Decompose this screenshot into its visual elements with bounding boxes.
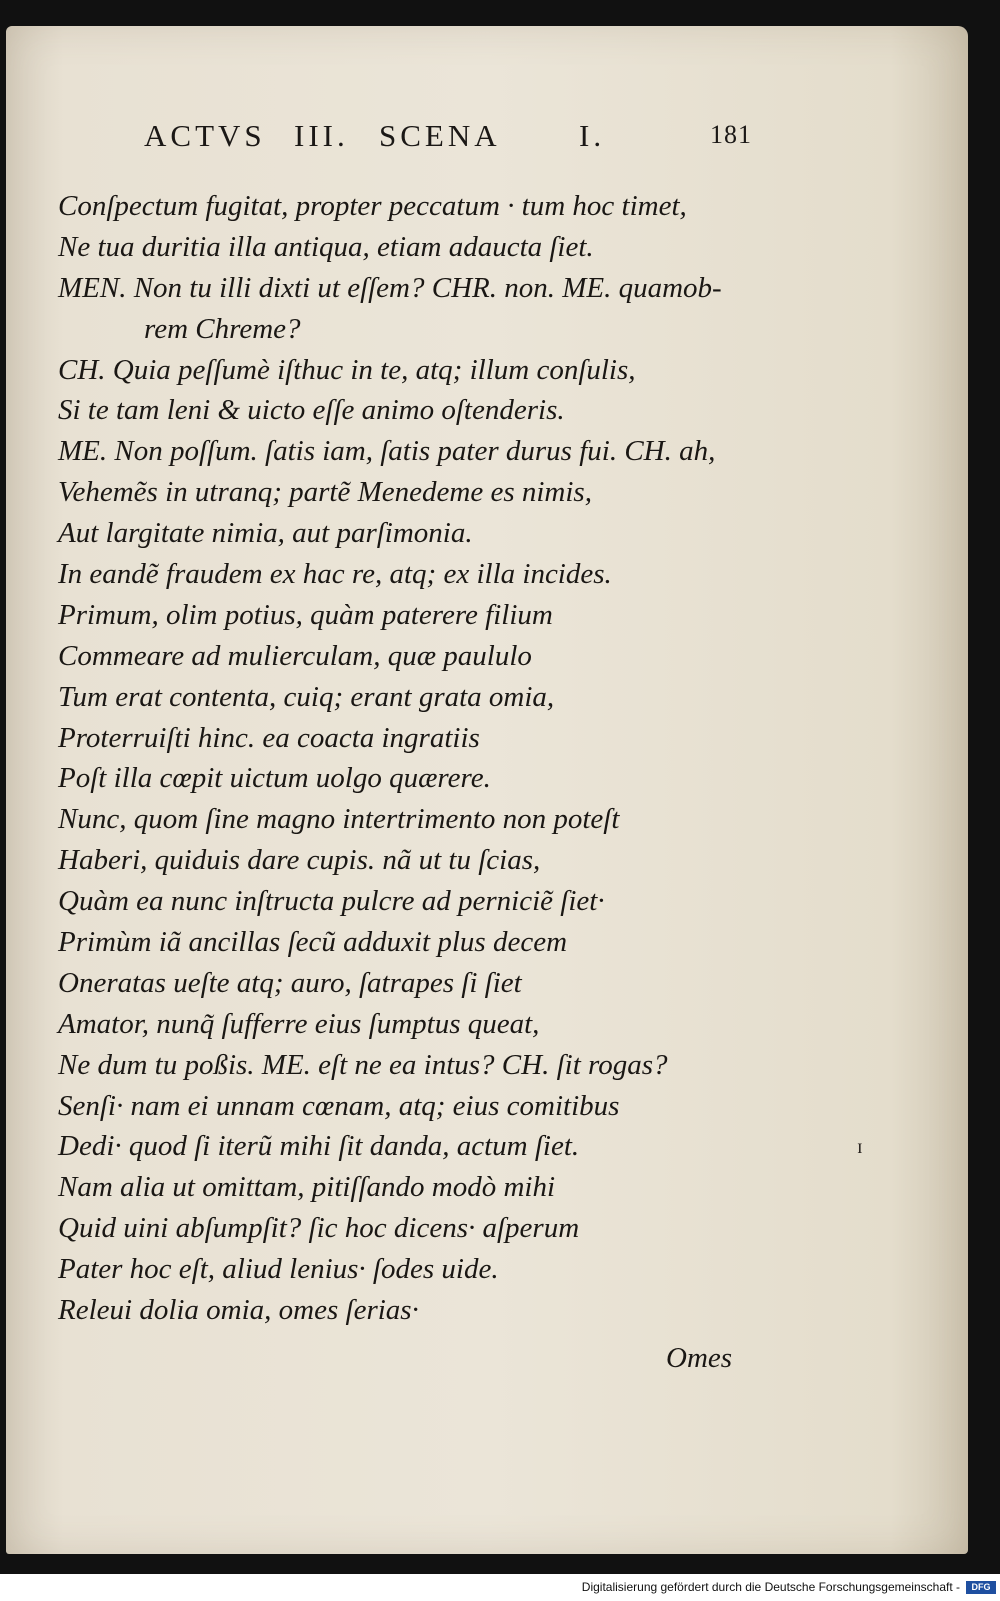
text-line: Tum erat contenta, cuiq; erant grata omia, [58,680,555,713]
dfg-logo: DFG [966,1581,996,1594]
text-line: ME. Non poſſum. ſatis iam, ſatis pater durus fui. CH. ah, [58,435,716,468]
header-act-number: III. [294,118,349,153]
text-line: Senſi· nam ei unnam cœnam, atq; eius comitibus [58,1089,620,1122]
digitization-footer [0,1574,1000,1601]
text-line: CH. Quia peſſumè iſthuc in te, atq; illum conſulis, [58,353,636,386]
header-scene: SCENA [379,118,501,153]
footer-credit: Digitalisierung gefördert durch die Deutsche Forschungsgemeinschaft - [581,1580,960,1594]
header-act: ACTVS [144,118,266,153]
margin-mark: ɪ [857,1136,863,1158]
book-page [6,26,968,1554]
text-line: Ne tua duritia illa antiqua, etiam adaucta ſiet. [58,230,594,263]
page-number: 181 [710,120,752,149]
header-scene-number: I. [579,118,606,153]
text-line: Proterruiſti hinc. ea coacta ingratiis [58,721,480,754]
text-line: Oneratas ueſte atq; auro, ſatrapes ſi ſiet [58,966,522,999]
catchword: Omes [666,1342,733,1374]
text-line: Quid uini abſumpſit? ſic hoc dicens· aſperum [58,1212,580,1245]
text-line: Amator, nunq̃ ſufferre eius ſumptus queat, [58,1007,540,1040]
text-line: Releui dolia omia, omes ſerias· [58,1294,419,1327]
text-line: Nam alia ut omittam, pitiſſando modò mihi [58,1171,556,1204]
text-line: Nunc, quom ſine magno intertrimento non poteſt [58,803,620,836]
text-line: rem Chreme? [144,312,301,345]
text-line: Dedi· quod ſi iterũ mihi ſit danda, actum ſiet. [58,1130,580,1163]
text-line: Haberi, quiduis dare cupis. nã ut tu ſcias, [58,844,541,877]
text-line: In eandẽ fraudem ex hac re, atq; ex illa incides. [58,558,612,591]
text-line: Aut largitate nimia, aut parſimonia. [58,517,473,550]
text-line: MEN. Non tu illi dixti ut eſſem? CHR. non. ME. quamob- [58,271,722,304]
text-block [58,186,758,1331]
text-line: Pater hoc eſt, aliud lenius· ſodes uide. [58,1253,499,1286]
running-header [144,118,752,158]
text-line: Commeare ad mulierculam, quæ paululo [58,639,532,672]
text-line: Primum, olim potius, quàm paterere filium [58,598,553,631]
text-line: Vehemẽs in utranq; partẽ Menedeme es nimis, [58,476,592,509]
text-line: Quàm ea nunc inſtructa pulcre ad perniciẽ ſiet· [58,885,605,918]
text-line: Conſpectum fugitat, propter peccatum · tum hoc timet, [58,190,687,222]
text-line: Si te tam leni & uicto eſſe animo oſtenderis. [58,394,565,427]
text-line: Poſt illa cœpit uictum uolgo quærere. [58,762,491,795]
text-line: Primùm iã ancillas ſecũ adduxit plus decem [58,926,568,959]
text-line: Ne dum tu poßis. ME. eſt ne ea intus? CH. ſit rogas? [58,1048,668,1081]
